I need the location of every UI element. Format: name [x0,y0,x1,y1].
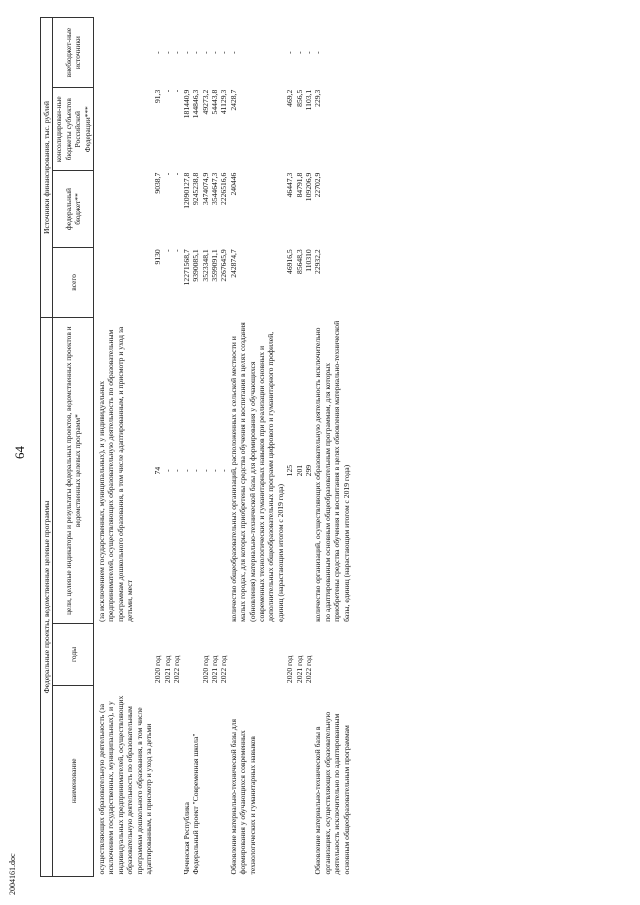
row-federal: 2226516,6 [219,172,229,205]
row-total: 22932,2 [313,249,323,274]
row-extrabudget: - [191,51,201,54]
row-federal: - [172,172,182,176]
table-body [97,18,351,877]
row-goal: количество общеобразовательных организаций, расположенных в сельской местности и малых городах, для которых приобретены средства обучения и воспитания в целях создания (обновления) материально-технической базы для формирования у обучающихся современных технологических и гуманитарных навыков при реализации основных и дополнительных общеобразовательных программ цифрового и гуманитарного профилей, единиц (нарастающим итогом с 2019 года) [228,322,285,622]
row-year: 2020 год [200,655,210,684]
row-extrabudget: - [209,51,219,54]
row-year [191,624,200,685]
row-extrabudget: - [181,51,191,54]
row-year [97,624,153,685]
row-year: 2021 год [162,655,172,684]
row-goal: - [191,469,201,472]
row-goal: 125 [285,464,295,477]
row-consolidated [97,88,153,171]
table-row [182,18,191,877]
row-total: 242874,7 [228,249,238,278]
row-consolidated: 469,2 [285,89,295,107]
row-extrabudget: - [172,51,182,54]
row-extrabudget: - [228,51,238,54]
row-total [97,247,153,317]
row-extrabudget: - [285,51,295,54]
financing-table [40,17,351,877]
row-extrabudget: - [162,51,172,54]
table-row [191,18,200,877]
table-row [153,18,162,877]
row-total: 3523348,1 [200,249,210,282]
row-extrabudget: - [153,51,163,54]
row-year [229,624,285,685]
row-total: 46916,5 [285,249,295,274]
row-name [163,685,172,876]
table-row [229,18,285,877]
row-total: 9130 [153,249,163,265]
row-total: 3599091,1 [209,249,219,282]
row-name: Федеральный проект "Современная школа" [191,733,201,875]
row-consolidated: 229,3 [313,89,323,107]
row-federal: 84791,8 [294,172,304,198]
row-name: осуществляющих образовательную деятельность (за исключением государственных, муниципальных), и у индивидуальных предпринимателей, осуществляющих образовательную деятельность по образовательным программам дошкольного образования, в том числе адаптированным, и присмотр и уход за детьми [97,695,154,875]
row-federal: 46447,3 [285,172,295,198]
row-name [219,685,228,876]
row-extrabudget: - [313,51,323,54]
header-years: годы [53,624,94,685]
row-consolidated: 2428,7 [228,89,238,111]
row-name [304,685,313,876]
row-goal: - [181,469,191,472]
table-row [285,18,294,877]
row-federal: 109206,9 [303,172,313,202]
row-year [313,624,351,685]
row-federal: 9038,7 [153,172,163,194]
row-year: 2020 год [153,655,163,684]
row-name: Чеченская Республика [181,802,191,875]
row-total: 12271568,7 [181,249,191,286]
header-total: всего [53,247,94,317]
row-consolidated: 54443,8 [209,89,219,115]
row-name [153,685,162,876]
row-year: 2022 год [303,655,313,684]
row-consolidated: 1103,1 [303,89,313,111]
row-year: 2020 год [285,655,295,684]
table-row [295,18,304,877]
table-row [304,18,313,877]
row-consolidated: 41129,3 [219,89,229,115]
row-consolidated: 144846,3 [191,89,201,119]
table-row [313,18,351,877]
row-federal [97,171,153,248]
row-consolidated: - [162,89,172,93]
row-federal: 9245238,8 [191,172,201,205]
row-name: Обновление материально-технической базы в организациях, осуществляющих образовательную деятельность исключительно по адаптированным основным общеобразовательным программам [313,711,351,875]
row-year: 2021 год [294,655,304,684]
row-federal: 3544647,3 [209,172,219,205]
row-federal: - [162,172,172,176]
footer-filename: 2004161.doc [8,853,17,895]
row-consolidated: 91,3 [153,89,163,104]
row-year: 2021 год [209,655,219,684]
row-name [210,685,219,876]
page-number: 64 [12,446,27,459]
header-group-left: Федеральные проекты, ведомственные целевые программы [41,317,53,876]
row-total: 110310 [303,249,313,272]
header-name: наименование [53,685,94,876]
row-goal: - [209,469,219,472]
row-goal: 201 [294,464,304,477]
row-name: Обновление материально-технической базы для формирования у обучающихся современных технологических и гуманитарных навыков [228,718,257,875]
header-federal: федеральный бюджет** [53,171,94,248]
row-total: 2267645,9 [219,249,229,282]
row-goal: (за исключением государственных, муниципальных), и у индивидуальных предпринимателей, осуществляющих образовательную деятельность по образовательным программам дошкольного образования, в том числе адаптированным, и присмотр и уход за детьми, мест [97,326,135,622]
row-consolidated: 181440,9 [181,89,191,119]
row-consolidated: - [172,89,182,93]
row-name [201,685,210,876]
row-federal: 3474074,9 [200,172,210,205]
table-row [210,18,219,877]
row-year: 2022 год [219,655,229,684]
row-name [295,685,304,876]
row-consolidated: 856,5 [294,89,304,107]
row-extrabudget [97,18,153,88]
row-name [285,685,294,876]
row-total: - [162,249,172,252]
header-extrabudget: внебюджет-ные источники [53,18,94,88]
table-row [163,18,172,877]
row-year: 2022 год [172,655,182,684]
row-extrabudget: - [303,51,313,54]
table-row [219,18,228,877]
header-goals: цели, целевые индикаторы и результаты федеральных проектов, ведомственных проектов и ведомственных целевых программ* [53,317,94,623]
table-row [201,18,210,877]
table-row [172,18,181,877]
row-name [172,685,181,876]
row-total: 9390085,1 [191,249,201,282]
row-goal: - [219,469,229,472]
row-goal: количество организаций, осуществляющих образовательную деятельность исключительно по адаптированным основным общеобразовательным программам, для которых приобретены средства обучения и воспитания в целях обновления материально-технической базы, единиц (нарастающим итогом с 2019 года) [313,320,351,622]
row-year [182,624,191,685]
header-group-right: Источники финансирования, тыс. рублей [41,18,53,318]
row-goal: 74 [153,466,163,475]
table-row [97,18,153,877]
row-total: - [172,249,182,252]
row-federal: 240446 [228,172,238,196]
row-goal: - [200,469,210,472]
row-goal: 299 [303,464,313,477]
header-consolidated: консолидирован-ные бюджеты субъектов Российской Федерации*** [53,88,94,171]
row-federal: 22702,9 [313,172,323,198]
row-total: 85648,3 [294,249,304,274]
row-extrabudget: - [200,51,210,54]
row-extrabudget: - [219,51,229,54]
row-extrabudget: - [294,51,304,54]
row-goal: - [172,469,182,472]
row-consolidated: 49273,2 [200,89,210,115]
row-goal: - [162,469,172,472]
row-federal: 12090127,8 [181,172,191,209]
